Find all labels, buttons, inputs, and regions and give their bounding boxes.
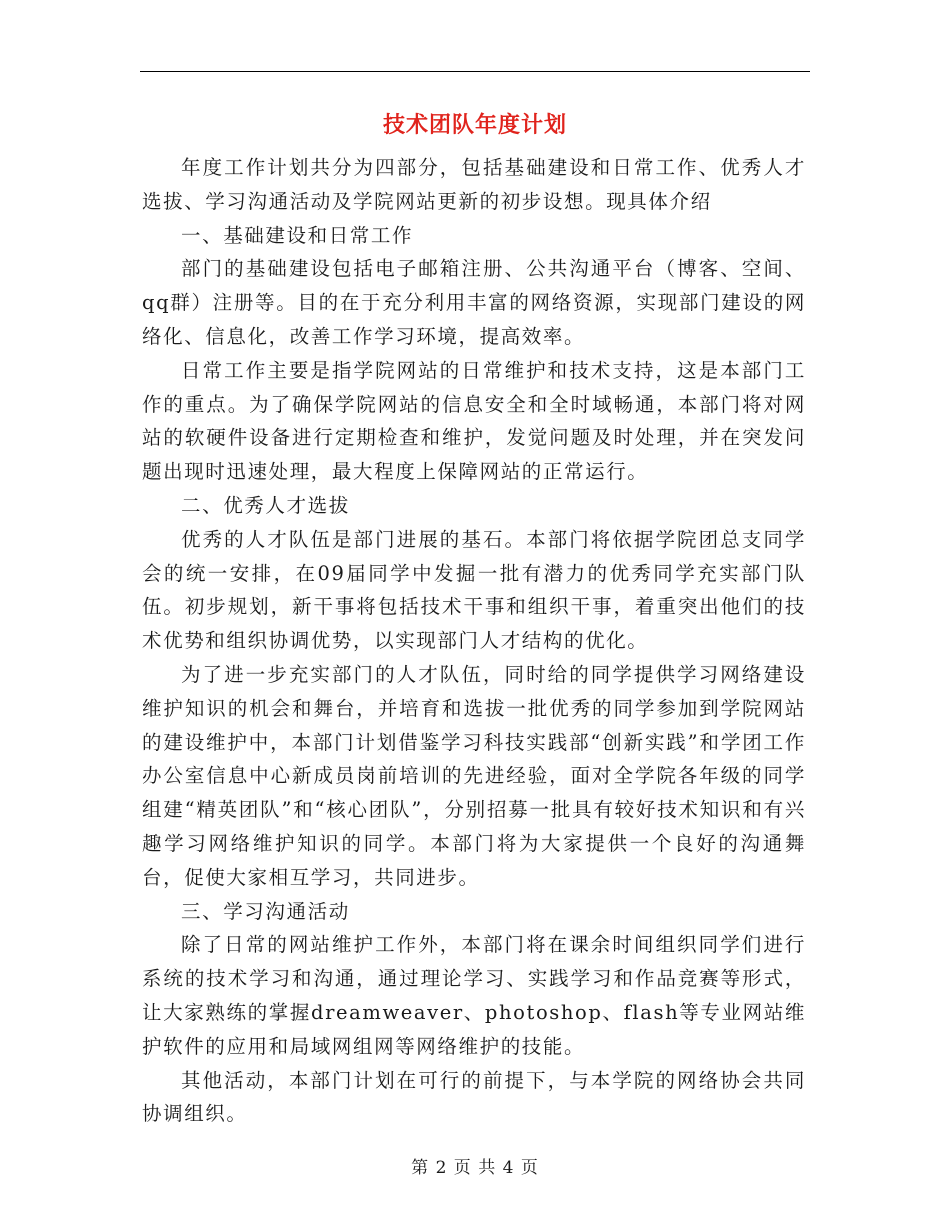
- section-heading-3: 三、学习沟通活动: [181, 899, 350, 923]
- page-number: 第 2 页 共 4 页: [411, 1158, 539, 1178]
- paragraph-daily-work: 日常工作主要是指学院网站的日常维护和技术支持，这是本部门工作的重点。为了确保学院网站的信息安全和全时域畅通，本部门将对网站的软硬件设备进行定期检查和维护，发觉问题及时处理，并在突发问题出现时迅速处理，最大程度上保障网站的正常运行。: [142, 358, 806, 484]
- document-title: 技术团队年度计划: [382, 112, 567, 138]
- paragraph-talent-teams: 为了进一步充实部门的人才队伍，同时给的同学提供学习网络建设维护知识的机会和舞台，并培育和选拔一批优秀的同学参加到学院网站的建设维护中，本部门计划借鉴学习科技实践部“创新实践”和学团工作办公室信息中心新成员岗前培训的先进经验，面对全学院各年级的同学组建“精英团队”和“核心团队”，分别招募一批具有较好技术知识和有兴趣学习网络维护知识的同学。本部门将为大家提供一个良好的沟通舞台，促使大家相互学习，共同进步。: [142, 662, 806, 889]
- document-body: [142, 151, 806, 1131]
- paragraph-other-activities: 其他活动，本部门计划在可行的前提下，与本学院的网络协会共同协调组织。: [142, 1068, 806, 1126]
- section-heading-1: 一、基础建设和日常工作: [181, 223, 414, 247]
- paragraph-talent-selection: 优秀的人才队伍是部门进展的基石。本部门将依据学院团总支同学会的统一安排，在09届同学中发掘一批有潜力的优秀同学充实部门队伍。初步规划，新干事将包括技术干事和组织干事，着重突出他们的技术优势和组织协调优势，以实现部门人才结构的优化。: [142, 527, 806, 653]
- section-heading-2: 二、优秀人才选拔: [181, 493, 350, 517]
- paragraph-learning: 除了日常的网站维护工作外，本部门将在课余时间组织同学们进行系统的技术学习和沟通，通过理论学习、实践学习和作品竞赛等形式，让大家熟练的掌握dreamweaver、photoshop、flash等专业网站维护软件的应用和局域网组网等网络维护的技能。: [142, 933, 806, 1058]
- header-rule: [140, 71, 810, 72]
- intro-paragraph: 年度工作计划共分为四部分，包括基础建设和日常工作、优秀人才选拔、学习沟通活动及学院网站更新的初步设想。现具体介绍: [142, 156, 806, 213]
- paragraph-infrastructure: 部门的基础建设包括电子邮箱注册、公共沟通平台（博客、空间、qq群）注册等。目的在于充分利用丰富的网络资源，实现部门建设的网络化、信息化，改善工作学习环境，提高效率。: [142, 257, 806, 348]
